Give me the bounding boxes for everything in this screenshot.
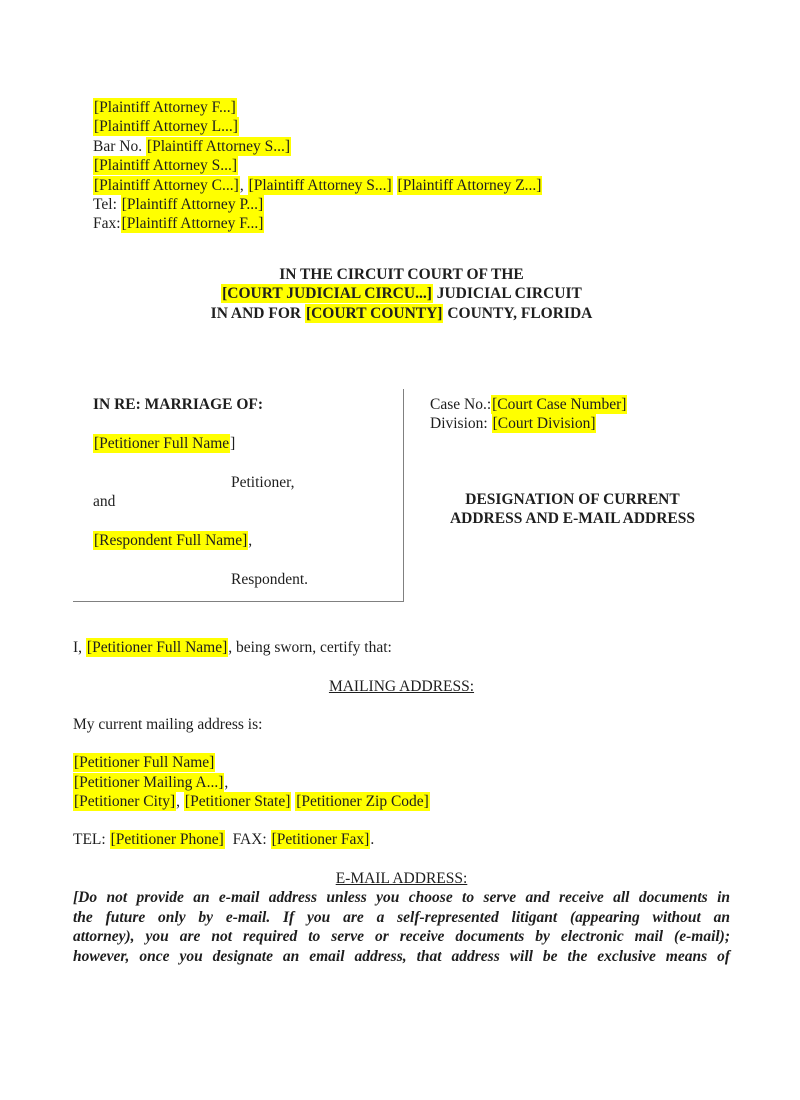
mailing-address-heading [73,677,730,696]
caption-party-box [73,389,404,602]
city-state-separator: , [176,793,184,811]
field-plaintiff-attorney-fax[interactable]: [Plaintiff Attorney F...] [121,215,264,233]
comma-after-respondent: , [248,531,253,549]
and-label: and [93,493,116,511]
email-address-heading [73,869,730,888]
address-city-state-zip-line [73,792,730,811]
closing-bracket: ] [230,434,236,452]
tel-label: Tel: [93,196,121,214]
fax-label: Fax: [93,215,121,233]
comma-separator: , [239,176,248,194]
division-line [430,414,715,433]
tel-fax-line [73,830,730,849]
attorney-street-line [93,156,730,175]
sworn-rest: , being sworn, certify that: [228,639,392,657]
respondent-name-line [93,531,403,550]
field-petitioner-city[interactable]: [Petitioner City] [74,793,176,811]
division-label: Division: [430,415,492,433]
court-header-line-1: IN THE CIRCUIT COURT OF THE [279,265,524,283]
in-re-heading: IN RE: MARRIAGE OF: [93,396,264,414]
field-petitioner-fax[interactable]: [Petitioner Fax] [271,830,370,848]
sworn-statement-line [73,638,730,657]
in-and-for-label: IN AND FOR [210,304,305,322]
tel-caps-label: TEL: [73,830,110,848]
field-plaintiff-attorney-first-name[interactable]: [Plaintiff Attorney F...] [94,99,236,116]
petitioner-name-line [93,434,403,453]
field-plaintiff-attorney-last-name[interactable]: [Plaintiff Attorney L...] [94,118,238,136]
document-title: DESIGNATION OF CURRENT ADDRESS AND E-MAIL ADDRESS [449,490,696,528]
space-separator [393,177,397,194]
comma-after-street: , [224,773,229,791]
field-petitioner-full-name-sworn[interactable]: [Petitioner Full Name] [86,639,228,657]
period-after-fax: . [370,830,375,848]
field-petitioner-full-name-address[interactable]: [Petitioner Full Name] [74,754,215,772]
field-court-case-number[interactable]: [Court Case Number] [492,396,627,414]
email-notice-paragraph [73,888,730,966]
judicial-circuit-label: JUDICIAL CIRCUIT [432,285,582,303]
attorney-tel-line [93,195,730,214]
attorney-fax-line [93,214,730,233]
field-plaintiff-attorney-phone[interactable]: [Plaintiff Attorney P...] [121,196,264,214]
court-header-line-2 [73,284,730,303]
field-respondent-full-name[interactable]: [Respondent Full Name] [94,531,248,549]
mailing-address-heading-text: MAILING ADDRESS: [328,678,475,696]
current-address-intro: My current mailing address is: [73,715,263,733]
fax-caps-label: FAX: [224,830,271,848]
address-street-line [73,773,730,792]
respondent-role-label: Respondent. [231,570,309,588]
notice-line-4: however, once you designate an email address, that address will be the exclusive means of [73,947,730,965]
field-plaintiff-attorney-bar-number[interactable]: [Plaintiff Attorney S...] [146,137,291,155]
attorney-contact-block [73,0,730,234]
caption-case-info [430,395,715,529]
field-plaintiff-attorney-city[interactable]: [Plaintiff Attorney C...] [94,176,239,194]
county-florida-label: COUNTY, FLORIDA [443,304,593,322]
attorney-bar-no-line [93,137,730,156]
field-petitioner-state[interactable]: [Petitioner State] [184,793,291,811]
address-name-line [73,753,730,772]
sworn-prefix: I, [73,639,86,657]
field-court-judicial-circuit[interactable]: [COURT JUDICIAL CIRCU...] [222,285,432,303]
petitioner-role-label: Petitioner, [231,473,295,491]
document-content [73,0,730,966]
field-petitioner-full-name[interactable]: [Petitioner Full Name [94,434,230,452]
email-address-heading-text: E-MAIL ADDRESS: [335,869,468,887]
field-plaintiff-attorney-zip[interactable]: [Plaintiff Attorney Z...] [397,176,542,194]
mailing-address-block [73,753,730,811]
bar-no-label: Bar No. [93,137,146,155]
attorney-last-name-line [93,117,730,136]
notice-line-3: attorney), you are not required to serve or receive documents by electronic mail (e-mail); [73,928,730,946]
field-petitioner-mailing-address[interactable]: [Petitioner Mailing A...] [74,773,224,791]
case-number-line [430,395,715,414]
attorney-city-state-zip-line [93,176,730,195]
case-no-label: Case No.: [430,396,492,414]
field-plaintiff-attorney-state[interactable]: [Plaintiff Attorney S...] [248,176,392,194]
attorney-first-name-line [93,98,730,117]
case-caption [73,389,730,603]
field-petitioner-phone[interactable]: [Petitioner Phone] [110,830,224,848]
field-court-division[interactable]: [Court Division] [492,415,596,433]
notice-line-2: the future only by e-mail. If you are a self-represented litigant (appearing without an [73,908,730,926]
notice-line-1: [Do not provide an e-mail address unless you choose to serve and receive all documents in [73,889,730,907]
court-header-line-3 [73,304,730,323]
field-court-county[interactable]: [COURT COUNTY] [305,304,443,322]
field-plaintiff-attorney-street[interactable]: [Plaintiff Attorney S...] [94,157,238,175]
court-header [73,265,730,323]
field-petitioner-zip-code[interactable]: [Petitioner Zip Code] [296,793,429,811]
